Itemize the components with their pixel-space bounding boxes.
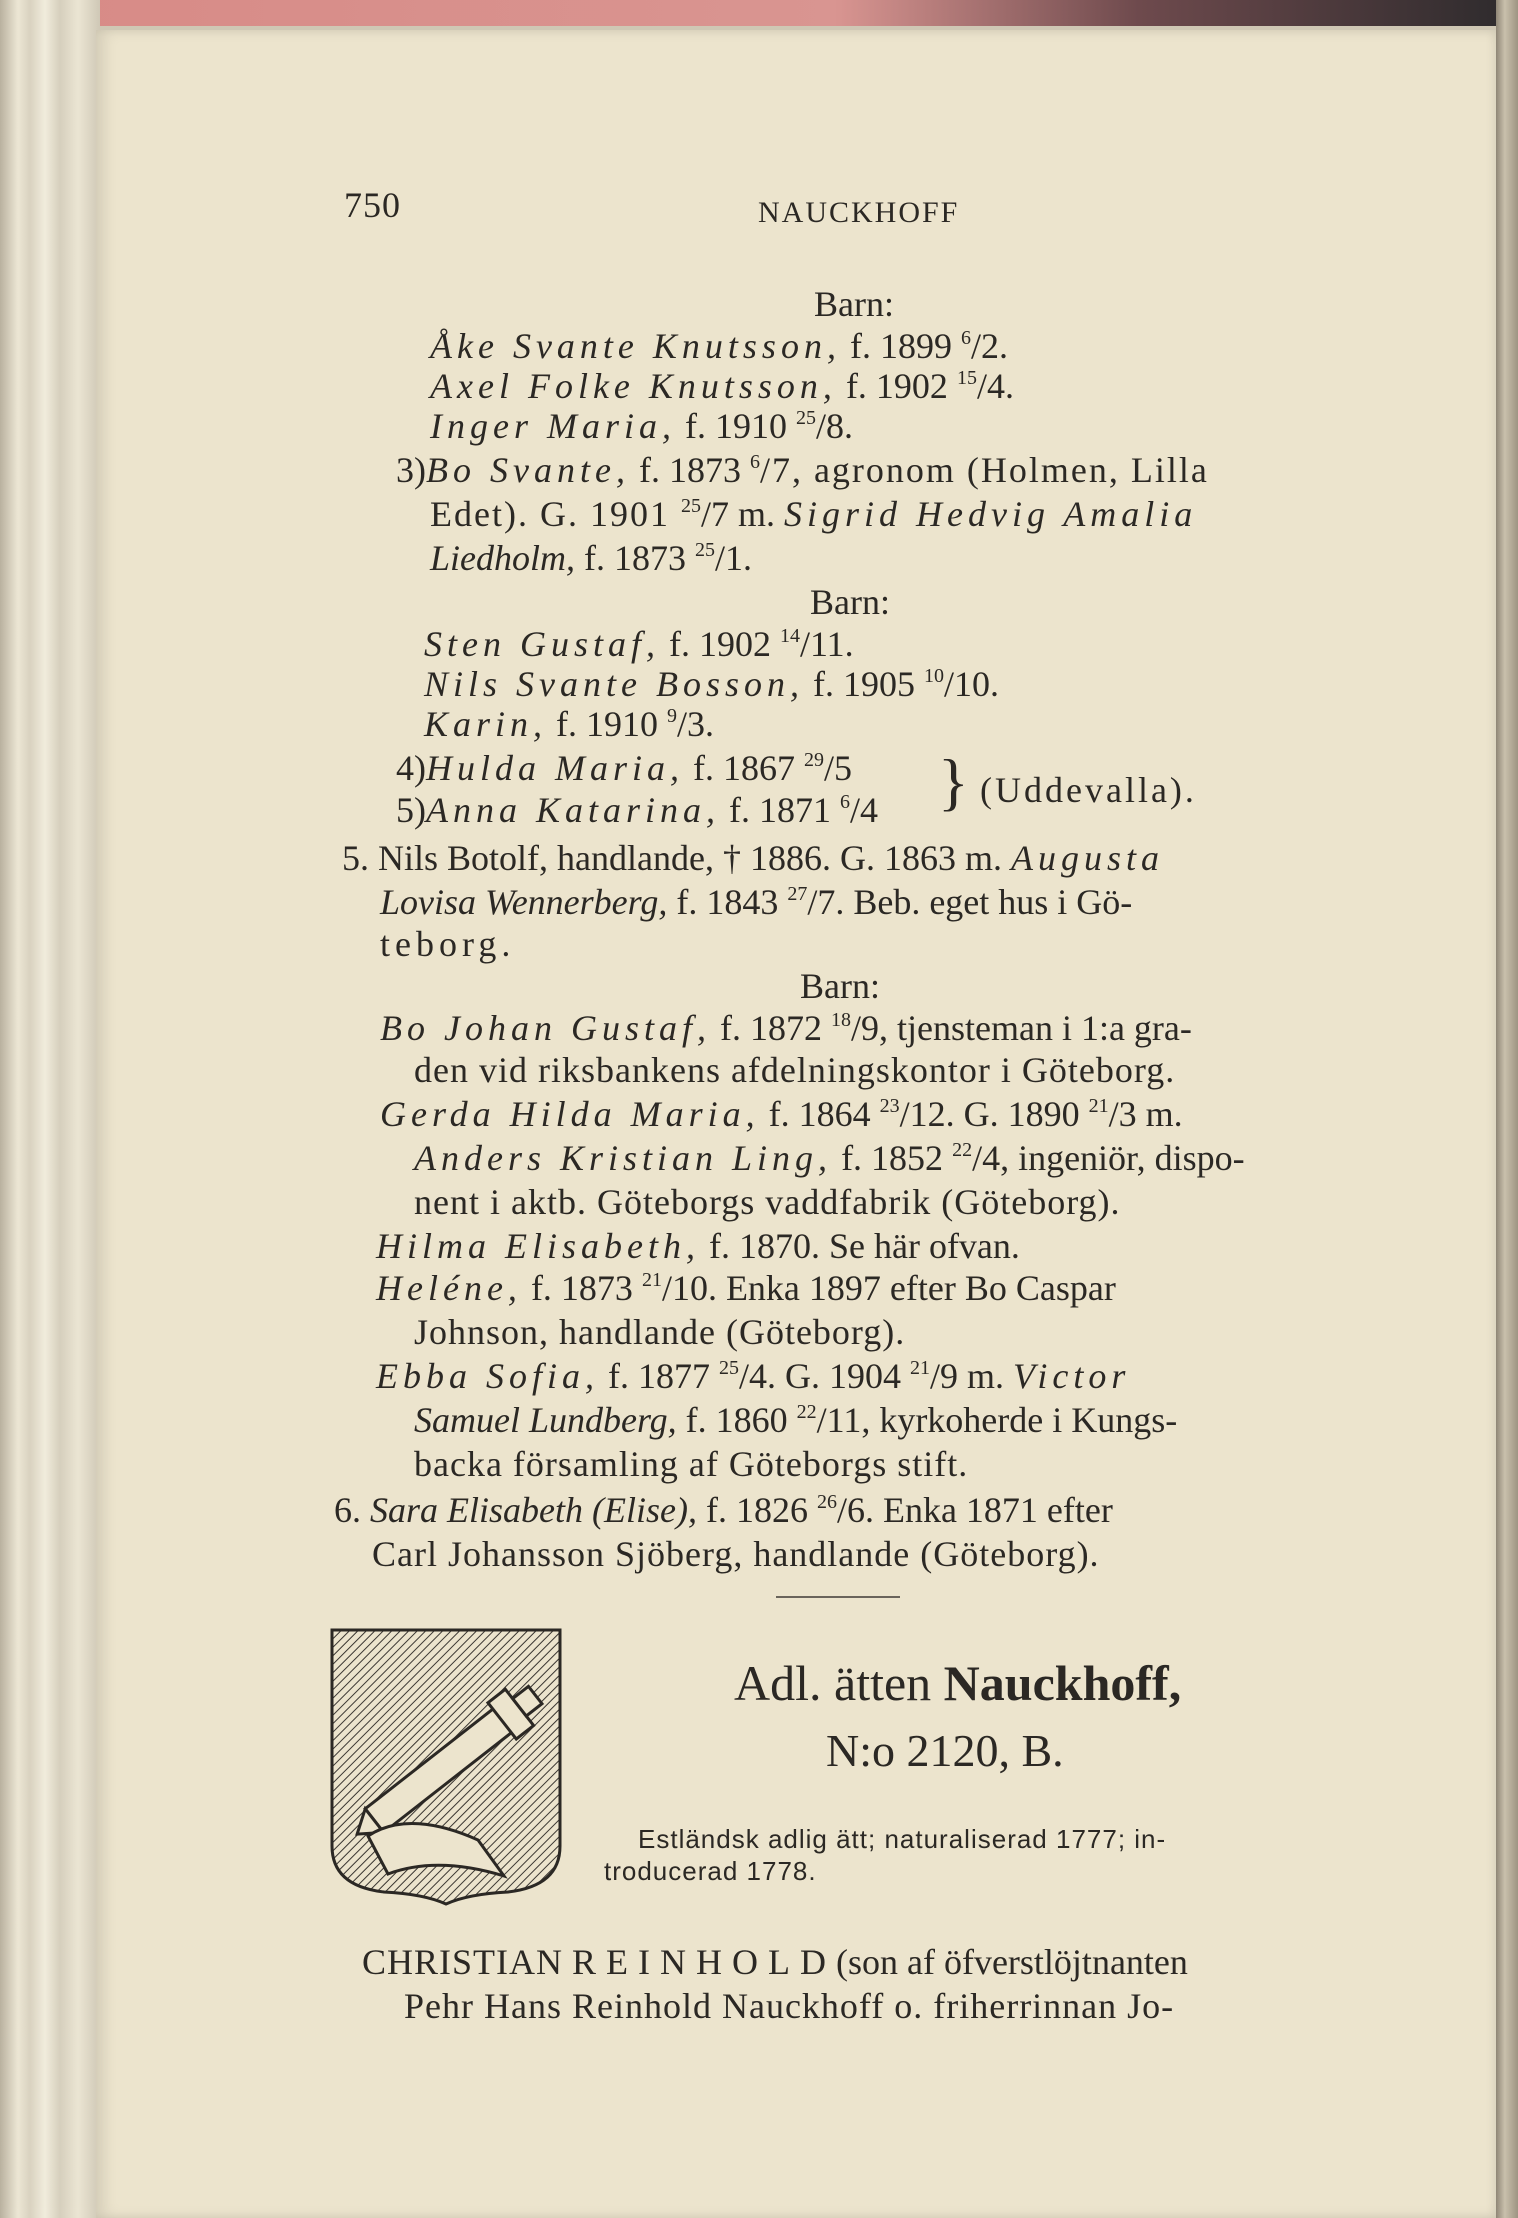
child-entry: Inger Maria, f. 1910 $^{25}$/8. <box>430 406 853 446</box>
entry-nils-botolf-line-3: teborg. <box>380 924 516 964</box>
child-entry: Ebba Sofia, f. 1877 $^{25}$/4. G. 1904 $^{21}$/9 m. Victor <box>376 1356 1131 1396</box>
book-fore-edge <box>1496 0 1518 2218</box>
family-title: Adl. ätten Nauckhoff, <box>734 1655 1182 1711</box>
family-note-line-2: troducerad 1778. <box>604 1856 817 1886</box>
entry-nils-botolf-line-1: 5. Nils Botolf, handlande, † 1886. G. 1863 m. Augusta <box>342 838 1164 878</box>
section-label-barn: Barn: <box>800 966 880 1006</box>
founder-line-1: CHRISTIAN REINHOLD(son af öfverstlöjtnanten <box>362 1942 1188 1982</box>
child-entry-cont: backa församling af Göteborgs stift. <box>414 1444 969 1484</box>
book-top-edge <box>0 0 1518 26</box>
running-head: NAUCKHOFF <box>758 196 960 229</box>
child-entry: Axel Folke Knutsson, f. 1902 $^{15}$/4. <box>430 366 1014 406</box>
child-entry: Hilma Elisabeth, f. 1870. Se här ofvan. <box>376 1226 1020 1266</box>
entry-sara-line-2: Carl Johansson Sjöberg, handlande (Göteborg). <box>372 1534 1100 1574</box>
book-gutter <box>0 0 100 2218</box>
entry-4: 4)Hulda Maria, f. 1867 $^{29}$/5 <box>396 748 853 788</box>
child-entry: Karin, f. 1910 $^9$/3. <box>424 704 715 744</box>
child-entry: Sten Gustaf, f. 1902 $^{14}$/11. <box>424 624 854 664</box>
child-entry: Bo Johan Gustaf, f. 1872 $^{18}$/9, tjensteman i 1:a gra- <box>380 1008 1192 1048</box>
child-entry-cont: nent i aktb. Göteborgs vaddfabrik (Göteborg). <box>414 1182 1121 1222</box>
section-label-barn: Barn: <box>810 582 890 622</box>
page-number: 750 <box>344 185 401 225</box>
child-entry-cont: den vid riksbankens afdelningskontor i Göteborg. <box>414 1050 1176 1090</box>
place-uddevalla: (Uddevalla). <box>980 770 1197 810</box>
family-number: N:o 2120, B. <box>826 1725 1064 1776</box>
founder-line-2: Pehr Hans Reinhold Nauckhoff o. friherrinnan Jo- <box>404 1986 1175 2026</box>
section-label-barn: Barn: <box>814 284 894 324</box>
child-entry-cont: Anders Kristian Ling, f. 1852 $^{22}$/4, ingeniör, dispo- <box>414 1138 1245 1178</box>
entry-3-line-1: 3)Bo Svante, f. 1873 $^6$/7, agronom (Holmen, Lilla <box>396 450 1209 490</box>
child-entry: Heléne, f. 1873 $^{21}$/10. Enka 1897 efter Bo Caspar <box>376 1268 1116 1308</box>
child-entry-cont: Johnson, handlande (Göteborg). <box>414 1312 906 1352</box>
brace: } <box>938 746 969 817</box>
child-entry: Nils Svante Bosson, f. 1905 $^{10}$/10. <box>424 664 1000 704</box>
entry-3-line-2: Edet). G. 1901 $^{25}$/7 m. Sigrid Hedvig Amalia <box>430 494 1198 534</box>
family-note-line-1: Estländsk adlig ätt; naturaliserad 1777; in- <box>638 1824 1167 1854</box>
entry-nils-botolf-line-2: Lovisa Wennerberg, f. 1843 $^{27}$/7. Beb. eget hus i Gö- <box>380 882 1133 922</box>
entry-sara-line-1: 6. Sara Elisabeth (Elise), f. 1826 $^{26}$/6. Enka 1871 efter <box>334 1490 1113 1530</box>
child-entry: Gerda Hilda Maria, f. 1864 $^{23}$/12. G. 1890 $^{21}$/3 m. <box>380 1094 1183 1134</box>
child-entry: Åke Svante Knutsson, f. 1899 $^6$/2. <box>430 326 1008 366</box>
entry-3-line-3: Liedholm, f. 1873 $^{25}$/1. <box>430 538 753 578</box>
coat-of-arms-icon <box>328 1626 564 1906</box>
child-entry-cont: Samuel Lundberg, f. 1860 $^{22}$/11, kyrkoherde i Kungs- <box>414 1400 1178 1440</box>
section-divider <box>776 1596 900 1598</box>
entry-5: 5)Anna Katarina, f. 1871 $^6$/4 <box>396 790 879 830</box>
